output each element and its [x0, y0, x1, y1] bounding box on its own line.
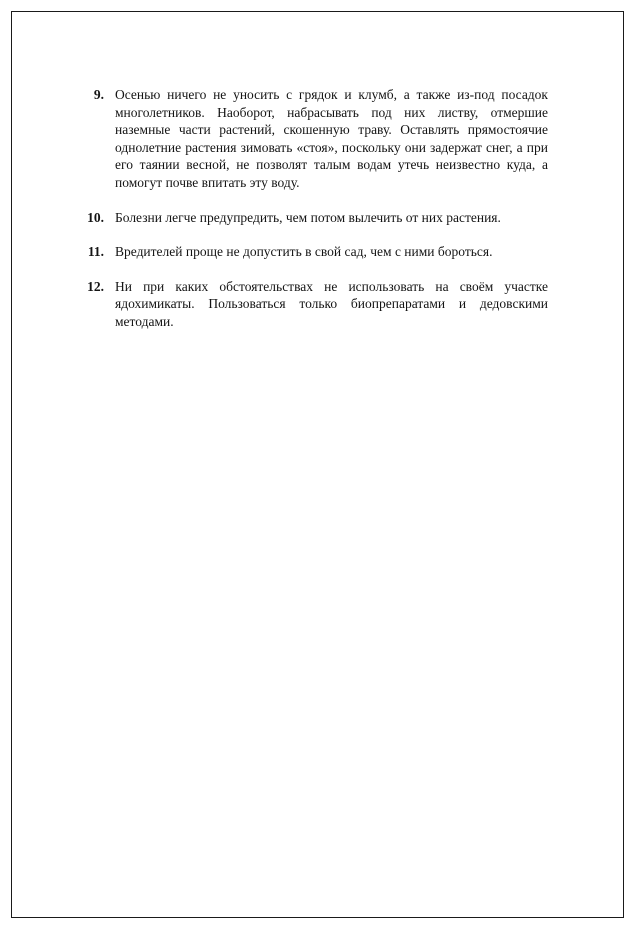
list-item-text: Ни при каких обстоятельствах не использовать на своём участке ядохимикаты. Пользоваться только биопрепаратами и дедовскими методами.	[115, 278, 548, 329]
numbered-list	[78, 86, 548, 331]
list-item-number: 12.	[87, 278, 104, 294]
list-item-text: Вредителей проще не допустить в свой сад, чем с ними бороться.	[115, 244, 493, 260]
page-content	[78, 86, 548, 331]
list-item-text: Осенью ничего не уносить с грядок и клумб, а также из-под посадок многолетников. Наоборот, набрасывать под них листву, отмершие наземные части растений, скошенную траву. Оставлять прямостоячие однолетние растения зимовать «стоя», поскольку они задержат снег, а при его таянии весной, не позволят талым водам утечь неизвестно куда, а помогут почве впитать эту воду.	[115, 87, 548, 190]
list-item-number: 11.	[87, 244, 104, 260]
list-item-number: 9.	[93, 87, 104, 102]
list-item	[78, 243, 548, 261]
list-item	[78, 209, 548, 227]
list-item	[78, 278, 548, 331]
list-item-number: 10.	[87, 209, 104, 225]
list-item	[78, 86, 548, 192]
list-item-text: Болезни легче предупредить, чем потом вылечить от них растения.	[115, 209, 501, 225]
